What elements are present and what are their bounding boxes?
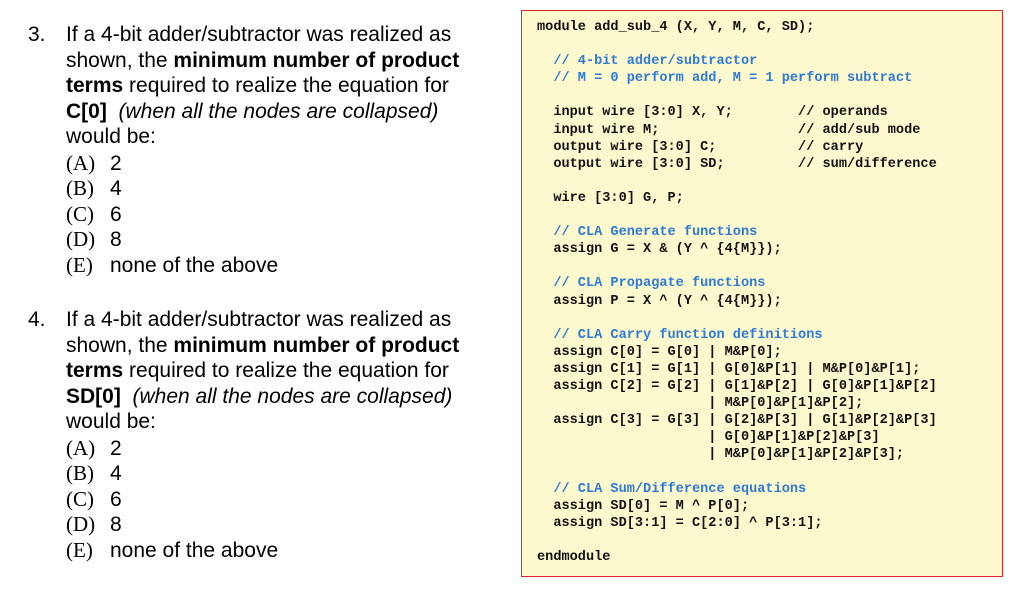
code-comment-line: // CLA Carry function definitions bbox=[537, 327, 823, 343]
choice-letter: (E) bbox=[66, 252, 93, 277]
code-line: output wire [3:0] SD; // sum/difference bbox=[537, 156, 937, 172]
question-4 bbox=[28, 307, 498, 563]
answer-choice[interactable] bbox=[66, 487, 498, 513]
choice-text: 6 bbox=[110, 487, 122, 511]
code-line bbox=[537, 87, 1002, 104]
code-line bbox=[537, 463, 1002, 480]
answer-choice[interactable] bbox=[66, 461, 498, 487]
choice-text: 8 bbox=[110, 513, 122, 536]
code-line bbox=[537, 173, 1002, 190]
question-target: C[0] bbox=[66, 99, 107, 123]
code-line: module add_sub_4 (X, Y, M, C, SD); bbox=[537, 20, 815, 35]
choice-text: 6 bbox=[110, 202, 122, 226]
code-line: endmodule bbox=[537, 549, 611, 565]
code-line bbox=[537, 36, 1002, 53]
choice-letter: (A) bbox=[66, 435, 96, 460]
question-intro: If a 4-bit adder/subtractor was realized as shown, the bbox=[66, 308, 452, 357]
answer-choices bbox=[66, 151, 498, 279]
choice-text: none of the above bbox=[110, 538, 279, 562]
code-comment-line: // CLA Propagate functions bbox=[537, 276, 766, 292]
code-line: assign G = X & (Y ^ {4{M}}); bbox=[537, 242, 782, 258]
answer-choice[interactable] bbox=[66, 176, 498, 202]
choice-text: 2 bbox=[110, 151, 122, 175]
choice-text: 4 bbox=[110, 177, 122, 200]
answer-choice[interactable] bbox=[66, 436, 498, 462]
code-line: | M&P[0]&P[1]&P[2]&P[3]; bbox=[537, 447, 905, 463]
code-line bbox=[537, 207, 1002, 224]
answer-choice[interactable] bbox=[66, 538, 498, 564]
code-line: | M&P[0]&P[1]&P[2]; bbox=[537, 396, 864, 412]
code-line: wire [3:0] G, P; bbox=[537, 190, 684, 206]
question-emphasis: minimum number of product terms bbox=[66, 333, 460, 382]
choice-text: 8 bbox=[110, 228, 122, 251]
code-line: assign P = X ^ (Y ^ {4{M}}); bbox=[537, 293, 782, 309]
answer-choice[interactable] bbox=[66, 253, 498, 279]
code-line: assign SD[0] = M ^ P[0]; bbox=[537, 498, 750, 514]
question-outro: would be: bbox=[66, 410, 156, 433]
choice-text: none of the above bbox=[110, 253, 279, 277]
code-line: input wire M; // add/sub mode bbox=[537, 122, 921, 138]
choice-letter: (B) bbox=[66, 461, 94, 485]
code-line: input wire [3:0] X, Y; // operands bbox=[537, 105, 888, 121]
answer-choice[interactable] bbox=[66, 151, 498, 177]
choice-text: 4 bbox=[110, 462, 122, 485]
code-line: assign C[1] = G[1] | G[0]&P[1] | M&P[0]&P[1]; bbox=[537, 361, 921, 377]
code-line bbox=[537, 310, 1002, 327]
choice-letter: (D) bbox=[66, 512, 96, 536]
question-mid: required to realize the equation for bbox=[123, 74, 449, 97]
code-comment-line: // M = 0 perform add, M = 1 perform subtract bbox=[537, 71, 913, 87]
question-target: SD[0] bbox=[66, 384, 121, 408]
question-4-stem bbox=[28, 307, 498, 435]
question-outro: would be: bbox=[66, 125, 156, 148]
code-line bbox=[537, 258, 1002, 275]
answer-choice[interactable] bbox=[66, 512, 498, 538]
answer-choice[interactable] bbox=[66, 202, 498, 228]
question-3 bbox=[28, 22, 498, 278]
question-3-stem bbox=[28, 22, 498, 150]
code-comment-line: // 4-bit adder/subtractor bbox=[537, 54, 758, 70]
choice-letter: (A) bbox=[66, 150, 96, 175]
question-note: (when all the nodes are collapsed) bbox=[118, 99, 439, 123]
code-comment-line: // CLA Generate functions bbox=[537, 225, 758, 241]
answer-choice[interactable] bbox=[66, 227, 498, 253]
choice-letter: (E) bbox=[66, 537, 93, 562]
verilog-code-listing bbox=[521, 10, 1003, 577]
code-line: assign C[3] = G[3] | G[2]&P[3] | G[1]&P[2]&P[3] bbox=[537, 413, 937, 429]
choice-text: 2 bbox=[110, 436, 122, 460]
code-line: output wire [3:0] C; // carry bbox=[537, 139, 864, 155]
code-line: assign C[2] = G[2] | G[1]&P[2] | G[0]&P[1]&P[2] bbox=[537, 378, 937, 394]
choice-letter: (C) bbox=[66, 486, 94, 511]
question-emphasis: minimum number of product terms bbox=[66, 48, 460, 97]
question-note: (when all the nodes are collapsed) bbox=[132, 384, 453, 408]
question-mid: required to realize the equation for bbox=[123, 359, 449, 382]
code-line: assign SD[3:1] = C[2:0] ^ P[3:1]; bbox=[537, 515, 823, 531]
code-line: | G[0]&P[1]&P[2]&P[3] bbox=[537, 430, 880, 446]
code-comment-line: // CLA Sum/Difference equations bbox=[537, 481, 807, 497]
choice-letter: (C) bbox=[66, 201, 94, 226]
question-intro: If a 4-bit adder/subtractor was realized as shown, the bbox=[66, 23, 452, 72]
code-line: assign C[0] = G[0] | M&P[0]; bbox=[537, 344, 782, 360]
answer-choices bbox=[66, 436, 498, 564]
question-number: 3. bbox=[28, 23, 46, 46]
question-number: 4. bbox=[28, 308, 46, 331]
choice-letter: (B) bbox=[66, 176, 94, 200]
code-line bbox=[537, 532, 1002, 549]
choice-letter: (D) bbox=[66, 227, 96, 251]
